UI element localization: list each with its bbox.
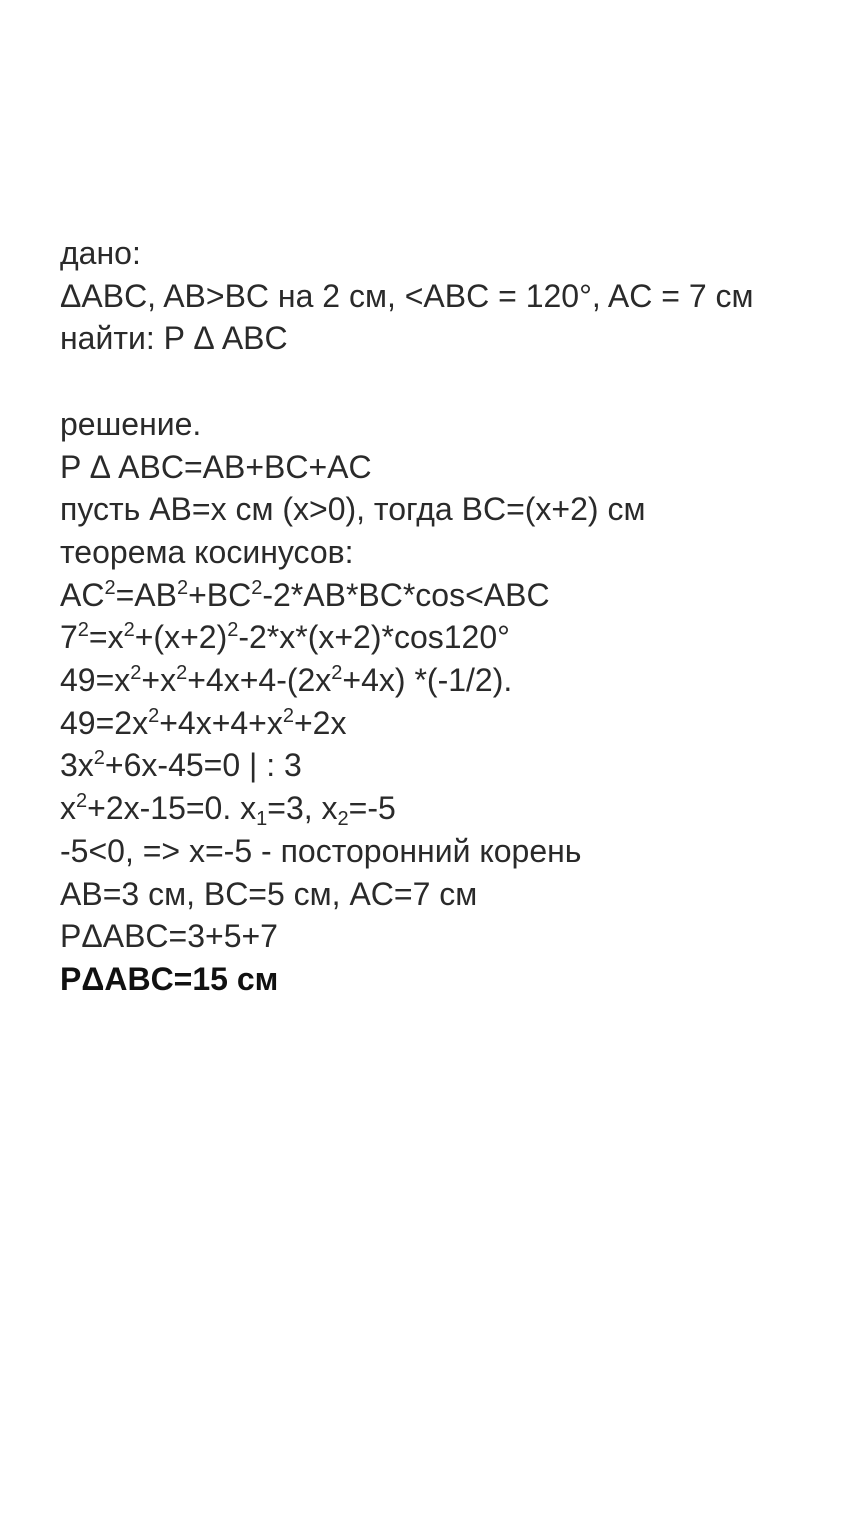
exponent: 2 — [282, 704, 294, 727]
given-heading: дано: — [60, 235, 141, 271]
eq-part: =3, x — [267, 790, 338, 827]
exponent: 2 — [331, 662, 343, 685]
eq-part: 7 — [60, 619, 78, 656]
eq-part: +BC — [188, 576, 252, 613]
equation-substituted — [60, 616, 830, 659]
equation-cosine-law — [60, 574, 830, 617]
eq-part: x — [60, 790, 76, 827]
exponent: 2 — [176, 662, 188, 685]
subscript: 2 — [337, 808, 349, 831]
eq-part: +(x+2) — [134, 619, 228, 656]
find-line: найти: P Δ ABC — [60, 320, 288, 357]
eq-part: +4x+4+x — [159, 704, 283, 741]
eq-part: +4x) *(-1/2). — [342, 662, 513, 699]
eq-part: =x — [88, 619, 124, 656]
exponent: 2 — [93, 747, 105, 770]
eq-part: +2x — [293, 704, 347, 741]
equation-simplified — [60, 702, 830, 745]
exponent: 2 — [77, 619, 89, 642]
perimeter-sum: PΔABC=3+5+7 — [60, 918, 278, 955]
exponent: 2 — [76, 790, 88, 813]
given-conditions: ΔABC, AB>BC на 2 см, <ABC = 120°, AC = 7 см — [60, 277, 754, 314]
eq-part: =-5 — [348, 790, 396, 827]
eq-part: -2*AB*BC*cos<ABC — [262, 576, 550, 613]
equation-roots — [60, 787, 830, 830]
theorem-name: теорема косинусов: — [60, 533, 354, 570]
exponent: 2 — [130, 662, 142, 685]
final-answer: PΔABC=15 см — [60, 960, 279, 997]
eq-part: +6x-45=0 | : 3 — [104, 747, 302, 784]
eq-part: +2x-15=0. x — [87, 790, 257, 827]
blank-line — [60, 360, 830, 403]
eq-part: AC — [60, 576, 105, 613]
perimeter-formula: P Δ ABC=AB+BC+AC — [60, 448, 372, 485]
eq-part: +4x+4-(2x — [187, 662, 332, 699]
exponent: 2 — [176, 576, 189, 599]
exponent: 2 — [104, 576, 116, 599]
exponent: 2 — [251, 576, 263, 599]
subscript: 1 — [256, 808, 268, 831]
eq-part: 49=2x — [60, 704, 149, 741]
equation-expanded — [60, 659, 830, 702]
exponent: 2 — [123, 619, 135, 642]
eq-part: +x — [141, 662, 177, 699]
eq-part: 3x — [60, 747, 94, 784]
solution-heading: решение. — [60, 405, 202, 442]
solution-document — [60, 232, 830, 1001]
exponent: 2 — [227, 619, 239, 642]
eq-part: =AB — [115, 576, 177, 613]
eq-part: -2*x*(x+2)*cos120° — [238, 619, 510, 656]
variable-definition: пусть AB=x см (x>0), тогда BC=(x+2) см — [60, 491, 646, 528]
extraneous-root-note: -5<0, => x=-5 - посторонний корень — [60, 832, 582, 869]
exponent: 2 — [148, 704, 160, 727]
eq-part: 49=x — [60, 662, 131, 699]
side-lengths: AB=3 см, BC=5 см, AC=7 см — [60, 875, 478, 912]
equation-quadratic — [60, 744, 830, 787]
